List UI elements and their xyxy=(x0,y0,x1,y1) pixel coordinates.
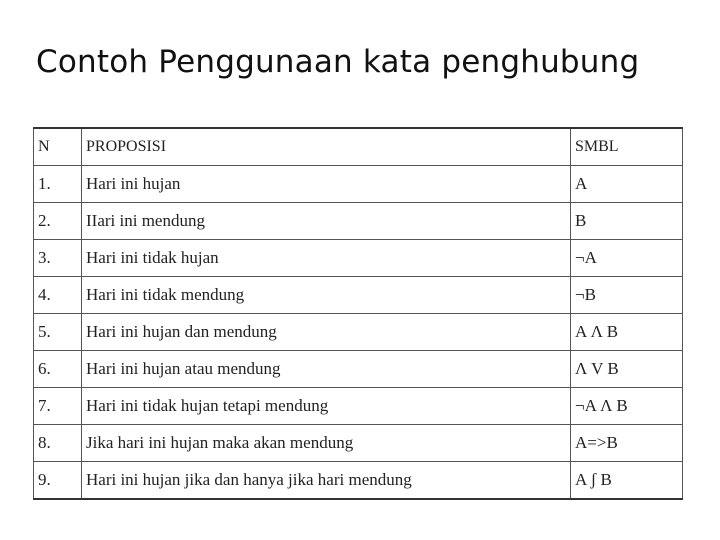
row-number: 7. xyxy=(34,388,82,425)
table-row xyxy=(34,277,683,314)
row-number: 5. xyxy=(34,314,82,351)
row-symbol: ¬B xyxy=(571,277,683,314)
slide-title: Contoh Penggunaan kata penghubung xyxy=(36,44,640,80)
row-proposition: Hari ini hujan dan mendung xyxy=(82,314,571,351)
row-proposition: Hari ini hujan jika dan hanya jika hari mendung xyxy=(82,462,571,500)
row-proposition: Hari ini hujan atau mendung xyxy=(82,351,571,388)
row-proposition: Hari ini tidak hujan xyxy=(82,240,571,277)
row-number: 1. xyxy=(34,166,82,203)
table-row xyxy=(34,462,683,500)
row-proposition: IIari ini mendung xyxy=(82,203,571,240)
table-row xyxy=(34,166,683,203)
header-proposition: PROPOSISI xyxy=(82,128,571,166)
table-row xyxy=(34,203,683,240)
table-row xyxy=(34,388,683,425)
row-number: 3. xyxy=(34,240,82,277)
header-symbol: SMBL xyxy=(571,128,683,166)
row-number: 9. xyxy=(34,462,82,500)
header-number: N xyxy=(34,128,82,166)
row-symbol: A ʃ B xyxy=(571,462,683,500)
table-row xyxy=(34,314,683,351)
proposition-table xyxy=(33,127,683,500)
table-header-row xyxy=(34,128,683,166)
row-number: 4. xyxy=(34,277,82,314)
row-symbol: Λ V B xyxy=(571,351,683,388)
row-number: 2. xyxy=(34,203,82,240)
row-number: 6. xyxy=(34,351,82,388)
table-row xyxy=(34,240,683,277)
row-symbol: A xyxy=(571,166,683,203)
row-symbol: B xyxy=(571,203,683,240)
table-row xyxy=(34,425,683,462)
row-proposition: Hari ini tidak hujan tetapi mendung xyxy=(82,388,571,425)
row-proposition: Jika hari ini hujan maka akan mendung xyxy=(82,425,571,462)
row-symbol: A Λ B xyxy=(571,314,683,351)
proposition-table-container xyxy=(33,127,682,494)
row-symbol: ¬A Λ B xyxy=(571,388,683,425)
table-row xyxy=(34,351,683,388)
row-proposition: Hari ini hujan xyxy=(82,166,571,203)
row-symbol: ¬A xyxy=(571,240,683,277)
row-proposition: Hari ini tidak mendung xyxy=(82,277,571,314)
row-number: 8. xyxy=(34,425,82,462)
row-symbol: A=>B xyxy=(571,425,683,462)
